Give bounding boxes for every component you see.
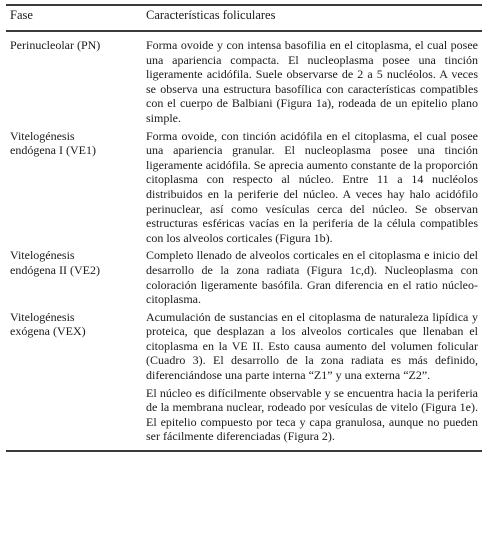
characteristics-cell [142,31,482,126]
header-characteristics: Características foliculares [142,5,482,31]
phase-name-line-2: exógena (VEX) [10,324,86,339]
characteristics-text: Completo llenado de alveolos corticales en el citoplasma e inicio del desarrollo de la zona radiata (Figura 1c,d). Nucleoplasma con coloración ligeramente basófila. Gran diferencia en el ratio núcleo- citoplasma. [146,248,478,307]
characteristics-text-2: El núcleo es difícilmente observable y se encuentra hacia la periferia de la membrana nuclear, rodeado por vesículas de vitelo (Figura 1e). El epitelio compuesto por teca y capa granulosa, aunque no pueden ser fácilmente diferenciadas (Figura 2). [146,385,478,444]
table-row-vex [6,307,482,451]
phase-name-line-1: Vitelogénesis [10,248,75,263]
table-row-pn [6,31,482,126]
phase-cell [6,31,142,126]
table-body [6,31,482,451]
follicle-phase-table-wrapper [6,4,482,452]
phase-name-line-2: endógena I (VE1) [10,143,96,158]
table-row-ve2 [6,245,482,306]
phase-name-line-2: endógena II (VE2) [10,262,100,277]
characteristics-cell [142,307,482,451]
characteristics-cell [142,126,482,246]
header-phase: Fase [6,5,142,31]
phase-cell [6,307,142,451]
phase-name-line-1: Vitelogénesis [10,128,75,143]
phase-cell [6,126,142,246]
characteristics-text-1: Acumulación de sustancias en el citoplasma de naturaleza lipídica y proteica, que desplazan a los alveolos corticales que llenaban el citoplasma en la VE II. Esto causa aumento del volumen folicular (Cuadro 3). El desarrollo de la zona radiata es más definido, diferenciándose una parte interna “Z1” y una externa “Z2”. [146,309,478,383]
phase-name: Perinucleolar (PN) [10,38,101,52]
characteristics-text: Forma ovoide, con tinción acidófila en el citoplasma, el cual posee una apariencia granular. El nucleoplasma posee una tinción ligeramente acidófila. Se aprecia aumento constante de la proporción citoplasma con respecto al núcleo. Entre 11 a 14 nucléolos distribuidos en la periferie del núcleo. A veces hay halo acidófilo perinuclear, así como vesículas cerca del núcleo. Se observan estructuras esféricas vacías en la periferia de la célula compatibles con los alveolos corticales (Figura 1b). [146,128,478,245]
phase-name-line-1: Vitelogénesis [10,309,75,324]
table-header [6,5,482,31]
characteristics-cell [142,245,482,306]
phase-cell [6,245,142,306]
header-row [6,5,482,31]
characteristics-text: Forma ovoide y con intensa basofilia en el citoplasma, el cual posee una apariencia compacta. El nucleoplasma posee una tinción ligeramente acidófila. Suele observarse de 2 a 5 nucléolos. A veces se observa una estructura basofílica con características compatibles con el cuerpo de Balbiani (Figura 1a), rodeada de un epitelio plano simple. [146,38,478,125]
follicle-phase-table [6,4,482,452]
table-row-ve1 [6,126,482,246]
